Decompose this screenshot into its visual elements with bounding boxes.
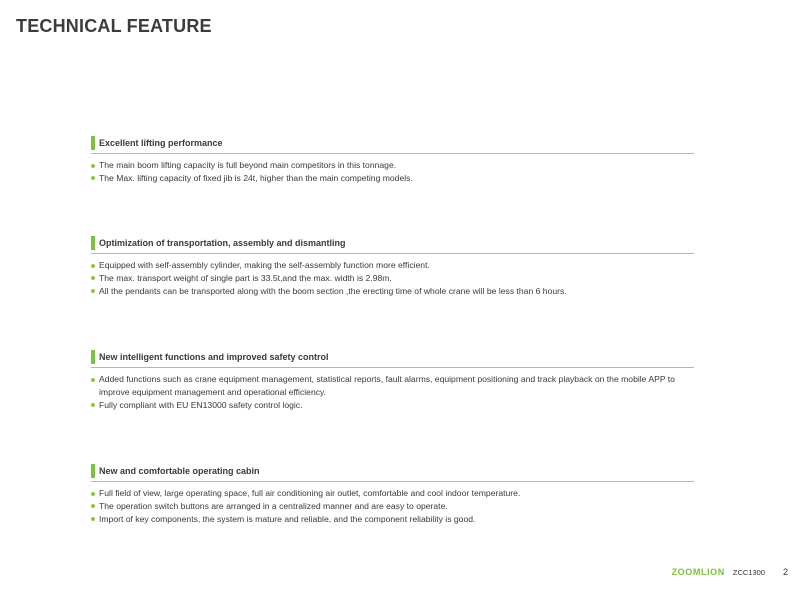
section-header [91,350,694,368]
bullet-list [91,487,694,525]
model-name: ZCC1300 [732,568,765,577]
list-item [91,259,694,272]
section-operating-cabin [91,464,694,525]
green-dot-icon [91,504,95,508]
section-title: New and comfortable operating cabin [99,466,260,476]
list-item [91,285,694,298]
bullet-list [91,259,694,297]
bullet-text: Import of key components, the system is mature and reliable, and the component reliability is good. [99,513,476,524]
green-dot-icon [91,164,95,168]
section-header [91,464,694,482]
green-dot-icon [91,403,95,407]
section-intelligent-functions [91,350,694,411]
section-title: New intelligent functions and improved safety control [99,352,329,362]
list-item [91,172,694,185]
green-dot-icon [91,176,95,180]
list-item [91,272,694,285]
green-bar-icon [91,350,95,364]
brand-logo: ZOOMLION [671,567,725,577]
section-title: Excellent lifting performance [99,138,223,148]
bullet-text: Fully compliant with EU EN13000 safety control logic. [99,399,303,410]
bullet-text: The Max. lifting capacity of fixed jib is 24t, higher than the main competing models. [99,172,413,183]
green-bar-icon [91,464,95,478]
bullet-text: Added functions such as crane equipment management, statistical reports, fault alarms, equipment positioning and track playback on the mobile APP to improve equipment management and operational efficiency. [99,374,675,397]
section-header [91,136,694,154]
green-dot-icon [91,264,95,268]
list-item [91,513,694,526]
section-header [91,236,694,254]
green-dot-icon [91,378,95,382]
page-title: TECHNICAL FEATURE [16,16,212,36]
green-bar-icon [91,236,95,250]
green-dot-icon [91,289,95,293]
bullet-text: Equipped with self-assembly cylinder, making the self-assembly function more efficient. [99,260,430,270]
list-item [91,399,694,412]
green-dot-icon [91,276,95,280]
bullet-text: The max. transport weight of single part is 33.5t,and the max. width is 2.98m. [99,272,392,283]
list-item [91,373,694,399]
page-number: 2 [782,567,788,577]
list-item [91,159,694,172]
bullet-list [91,159,694,185]
green-dot-icon [91,492,95,496]
bullet-text: All the pendants can be transported along with the boom section ,the erecting time of whole crane will be less than 6 hours. [99,285,567,296]
bullet-text: The main boom lifting capacity is full beyond main competitors in this tonnage. [99,160,397,170]
bullet-text: The operation switch buttons are arranged in a centralized manner and are easy to operate. [99,500,448,511]
section-transportation-assembly [91,236,694,297]
bullet-text: Full field of view, large operating space, full air conditioning air outlet, comfortable and cool indoor temperature. [99,488,521,498]
page-footer [672,567,788,577]
bullet-list [91,373,694,411]
green-bar-icon [91,136,95,150]
section-title: Optimization of transportation, assembly and dismantling [99,238,346,248]
list-item [91,500,694,513]
green-dot-icon [91,517,95,521]
list-item [91,487,694,500]
section-lifting-performance [91,136,694,185]
